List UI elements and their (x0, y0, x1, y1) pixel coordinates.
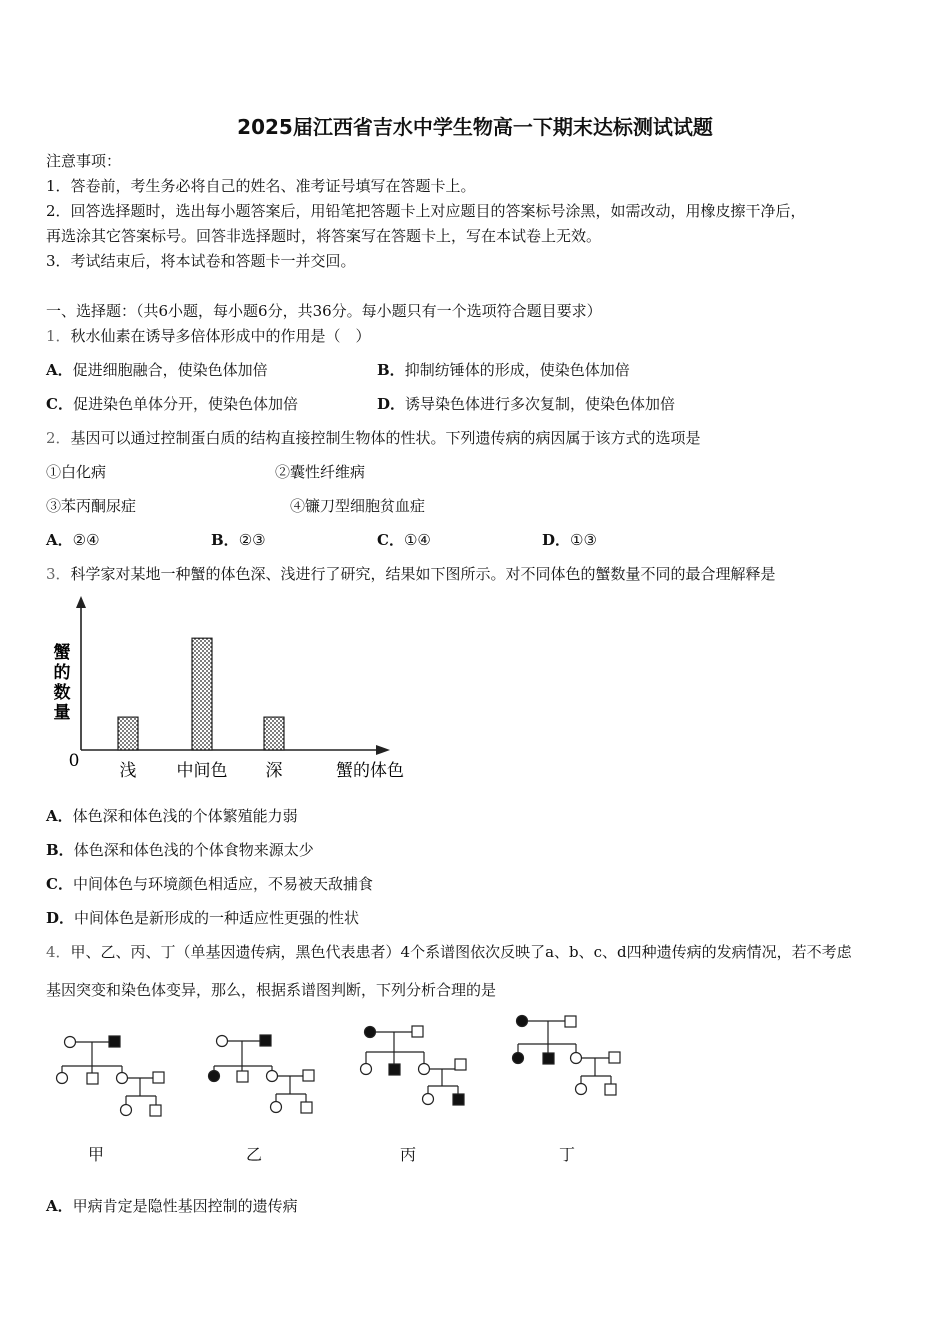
option-text: 中间体色与环境颜色相适应，不易被天敌捕食 (72, 875, 373, 893)
option-text: 诱导染色体进行多次复制，使染色体加倍 (405, 395, 676, 413)
male-affected-symbol (453, 1094, 464, 1105)
female-affected-symbol (513, 1053, 524, 1064)
notice-item: 1．答卷前，考生务必将自己的姓名、准考证号填写在答题卡上。 (46, 177, 476, 195)
female-normal-symbol (267, 1071, 278, 1082)
option-b (211, 530, 266, 550)
y-axis-label-char: 量 (53, 703, 71, 723)
pedigree-label: 乙 (245, 1145, 263, 1164)
male-normal-symbol (153, 1072, 164, 1083)
female-normal-symbol (65, 1037, 76, 1048)
option-d (377, 394, 675, 414)
option-a (46, 1196, 298, 1216)
male-normal-symbol (412, 1026, 423, 1037)
item-2: ②囊性纤维病 (275, 463, 366, 481)
option-label: D． (46, 909, 75, 927)
item-1: ①白化病 (46, 463, 107, 481)
question-number: 1． (46, 327, 71, 345)
option-label: C． (46, 395, 73, 413)
option-text: 中间体色是新形成的一种适应性更强的性状 (74, 909, 360, 927)
male-normal-symbol (565, 1016, 576, 1027)
female-normal-symbol (117, 1073, 128, 1084)
question-3-stem (46, 564, 776, 584)
question-text: 甲、乙、丙、丁（单基因遗传病，黑色代表患者）4个系谱图依次反映了a、b、c、d四种遗传病的发病情况，若不考虑 (70, 943, 852, 961)
option-label: A． (46, 1197, 73, 1215)
male-affected-symbol (260, 1035, 271, 1046)
option-a (46, 806, 298, 826)
female-normal-symbol (57, 1073, 68, 1084)
female-normal-symbol (423, 1094, 434, 1105)
option-d (46, 908, 359, 928)
bar-3 (264, 717, 284, 750)
female-affected-symbol (209, 1071, 220, 1082)
option-d (542, 530, 597, 550)
pedigree-yi (209, 1035, 315, 1113)
option-label: A． (46, 361, 73, 379)
option-text: ①③ (570, 531, 597, 549)
item-3: ③苯丙酮尿症 (46, 497, 137, 515)
pedigree-diagrams (40, 1010, 660, 1170)
y-axis-label-char: 数 (53, 683, 71, 703)
male-normal-symbol (301, 1102, 312, 1113)
question-text: 科学家对某地一种蟹的体色深、浅进行了研究，结果如下图所示。对不同体色的蟹数量不同的最合理解释是 (70, 565, 776, 583)
pedigree-bing (361, 1026, 467, 1105)
option-label: A． (46, 807, 73, 825)
bar-1 (118, 717, 138, 750)
notice-heading: 注意事项： (46, 152, 122, 170)
question-number: 4． (46, 943, 71, 961)
option-text: 体色深和体色浅的个体食物来源太少 (73, 841, 314, 859)
male-normal-symbol (150, 1105, 161, 1116)
option-text: 甲病肯定是隐性基因控制的遗传病 (72, 1197, 298, 1215)
origin-label: 0 (68, 751, 80, 771)
option-c (46, 874, 373, 894)
notice-item: 3．考试结束后，将本试卷和答题卡一并交回。 (46, 252, 356, 270)
option-label: B． (211, 531, 239, 549)
y-axis-label-char: 蟹 (53, 643, 71, 663)
bar-2 (192, 638, 212, 750)
female-normal-symbol (271, 1102, 282, 1113)
notice-item: 再选涂其它答案标号。回答非选择题时，将答案写在答题卡上，写在本试卷上无效。 (46, 227, 602, 245)
male-normal-symbol (455, 1059, 466, 1070)
pedigree-label: 丁 (558, 1145, 576, 1164)
option-text: 促进细胞融合，使染色体加倍 (72, 361, 268, 379)
option-label: C． (46, 875, 73, 893)
option-label: D． (542, 531, 571, 549)
option-label: C． (377, 531, 404, 549)
male-affected-symbol (389, 1064, 400, 1075)
option-c (46, 394, 298, 414)
question-2-stem (46, 428, 701, 448)
question-text: 秋水仙素在诱导多倍体形成中的作用是（ ） (70, 327, 371, 345)
female-normal-symbol (217, 1036, 228, 1047)
option-text: 促进染色单体分开，使染色体加倍 (72, 395, 298, 413)
option-text: ①④ (403, 531, 431, 549)
female-affected-symbol (517, 1016, 528, 1027)
male-normal-symbol (605, 1084, 616, 1095)
option-label: D． (377, 395, 406, 413)
x-axis-label: 蟹的体色 (336, 761, 404, 781)
option-c (377, 530, 431, 550)
option-text: ②④ (72, 531, 100, 549)
crab-color-bar-chart (40, 592, 430, 787)
x-axis-arrow (376, 745, 390, 755)
female-normal-symbol (361, 1064, 372, 1075)
category-label: 中间色 (176, 761, 228, 781)
page-title: 2025届江西省吉水中学生物高一下期末达标测试试题 (237, 115, 713, 139)
category-label: 深 (265, 761, 283, 781)
option-label: B． (46, 841, 74, 859)
notice-item: 2．回答选择题时，选出每小题答案后，用铅笔把答题卡上对应题目的答案标号涂黑，如需改动，用橡皮擦干净后， (46, 202, 806, 220)
option-label: A． (46, 531, 73, 549)
male-affected-symbol (543, 1053, 554, 1064)
category-label: 浅 (119, 761, 137, 781)
male-affected-symbol (109, 1036, 120, 1047)
question-text: 基因可以通过控制蛋白质的结构直接控制生物体的性状。下列遗传病的病因属于该方式的选项是 (70, 429, 701, 447)
male-normal-symbol (303, 1070, 314, 1081)
question-number: 3． (46, 565, 71, 583)
option-text: 体色深和体色浅的个体繁殖能力弱 (72, 807, 298, 825)
question-number: 2． (46, 429, 71, 447)
question-4-stem-cont: 基因突变和染色体变异，那么，根据系谱图判断，下列分析合理的是 (46, 981, 497, 999)
option-b (377, 360, 630, 380)
option-text: ②③ (238, 531, 266, 549)
option-a (46, 530, 100, 550)
option-text: 抑制纺锤体的形成，使染色体加倍 (404, 361, 630, 379)
female-affected-symbol (365, 1027, 376, 1038)
male-normal-symbol (609, 1052, 620, 1063)
female-normal-symbol (419, 1064, 430, 1075)
male-normal-symbol (237, 1071, 248, 1082)
section-heading: 一、选择题：（共6小题，每小题6分，共36分。每小题只有一个选项符合题目要求） (46, 302, 602, 320)
male-normal-symbol (87, 1073, 98, 1084)
female-normal-symbol (576, 1084, 587, 1095)
option-a (46, 360, 268, 380)
pedigree-jia (57, 1036, 165, 1116)
y-axis-arrow (76, 596, 86, 608)
option-b (46, 840, 314, 860)
question-1-stem (46, 326, 371, 346)
female-normal-symbol (571, 1053, 582, 1064)
pedigree-label: 丙 (399, 1145, 417, 1164)
female-normal-symbol (121, 1105, 132, 1116)
option-label: B． (377, 361, 405, 379)
pedigree-ding (513, 1016, 621, 1096)
pedigree-label: 甲 (87, 1145, 105, 1164)
question-4-stem (46, 942, 852, 962)
y-axis-label-char: 的 (53, 663, 71, 683)
item-4: ④镰刀型细胞贫血症 (290, 497, 426, 515)
